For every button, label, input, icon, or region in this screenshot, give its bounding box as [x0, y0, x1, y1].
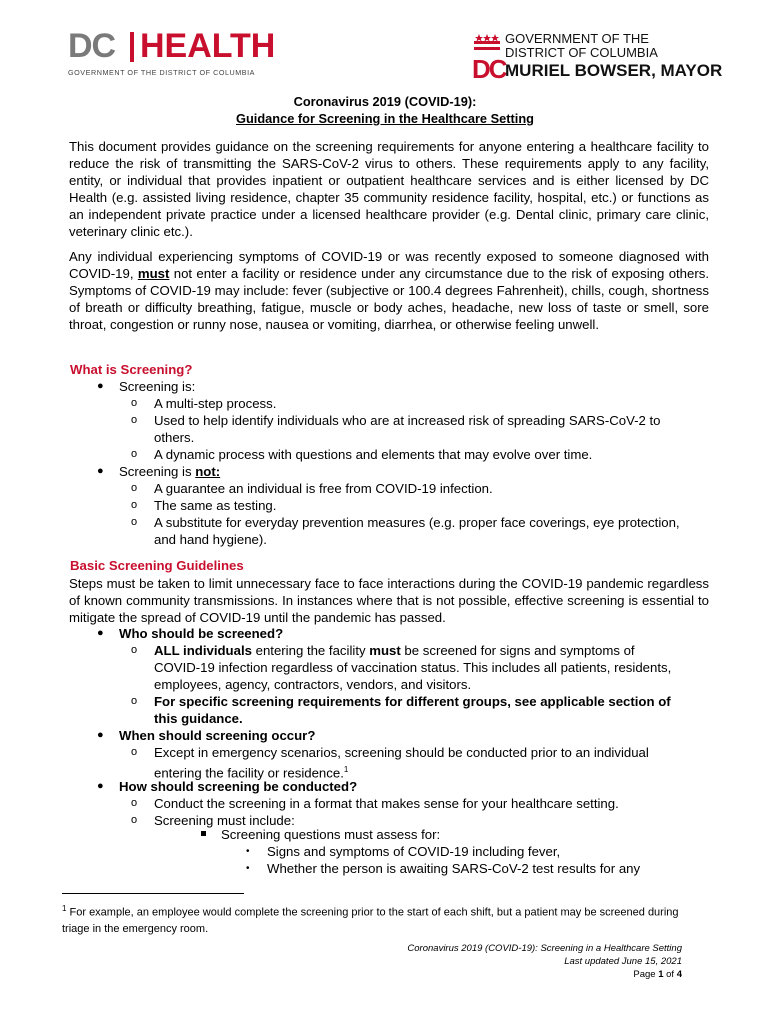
question-how: How should screening be conducted? [119, 779, 358, 794]
screening-is-not-label [119, 463, 220, 480]
screening-is-label: Screening is: [119, 379, 196, 394]
who-answer-line1 [154, 642, 635, 659]
list-item-continuation: and hand hygiene). [154, 532, 267, 547]
dc-logo-subtitle: GOVERNMENT OF THE DISTRICT OF COLUMBIA [68, 68, 256, 77]
footer-document-title: Coronavirus 2019 (COVID-19): Screening in a Healthcare Setting [407, 943, 682, 954]
dc-logo-name: HEALTH [140, 27, 276, 65]
dot-bullet-icon: • [246, 863, 250, 874]
list-item: A substitute for everyday prevention measures (e.g. proper face coverings, eye protection, [154, 515, 680, 530]
must-emphasis: must [137, 266, 170, 281]
circle-bullet-icon: o [131, 797, 138, 809]
document-title: Coronavirus 2019 (COVID-19): [293, 94, 477, 109]
circle-bullet-icon: o [131, 644, 138, 656]
gov-logo-line1: GOVERNMENT OF THE [505, 31, 649, 46]
who-answer-end: be screened for signs and symptoms of [400, 643, 635, 658]
circle-bullet-icon: o [131, 414, 138, 426]
symptoms-text-end: not enter a facility or residence under any circumstance due to the risk of exposing others. Symptoms of COVID-19 may include: fever (subjective or 100.4 degrees Fahrenheit), chills, cough, shortness of breath or difficulty breathing, fatigue, muscle or body aches, headache, new loss of taste or smell, sore throat, congestion or runny nose, nausea or vomiting, diarrhea, or otherwise feeling unwell. [69, 266, 710, 332]
page-prefix: Page [633, 969, 659, 980]
bullet-icon: ● [97, 729, 104, 741]
all-individuals-emphasis: ALL individuals [154, 643, 252, 658]
who-answer-mid: entering the facility [251, 643, 370, 658]
dc-logo-mark: DC [68, 27, 116, 65]
circle-bullet-icon: o [131, 482, 138, 494]
page-of: of [663, 969, 677, 980]
circle-bullet-icon: o [131, 814, 138, 826]
how-answer-format: Conduct the screening in a format that makes sense for your healthcare setting. [154, 796, 619, 811]
list-item: Signs and symptoms of COVID-19 including fever, [267, 844, 561, 859]
square-bullet-icon [201, 831, 206, 836]
list-item: Whether the person is awaiting SARS-CoV-2 test results for any [267, 861, 641, 876]
question-who: Who should be screened? [119, 626, 284, 641]
must-emphasis: must [369, 643, 401, 658]
list-item: Used to help identify individuals who are at increased risk of spreading SARS-CoV-2 to [154, 413, 661, 428]
specific-requirements-line2: this guidance. [154, 711, 243, 726]
list-item: A guarantee an individual is free from COVID-19 infection. [154, 481, 493, 496]
page-current: 1 [658, 969, 664, 980]
intro-paragraph: This document provides guidance on the screening requirements for anyone entering a healthcare facility to reduce the risk of transmitting the SARS-CoV-2 virus to others. These requirements apply to any facility, entity, or individual that provides inpatient or outpatient healthcare services and is either licensed by DC Health (e.g. assisted living residence, chapter 35 community residence facility, hospital, etc.) or functions as an independent private practice under a licensed healthcare provider (e.g. Dental clinic, primary care clinic, veterinary clinic etc.). [69, 139, 709, 239]
list-item-continuation: others. [154, 430, 195, 445]
page-total: 4 [676, 969, 682, 980]
footnote-number: 1 [62, 904, 67, 913]
who-answer-line2: COVID-19 infection regardless of vaccination status. This includes all patients, residents, [154, 660, 672, 675]
how-answer-must-include: Screening must include: [154, 813, 295, 828]
gov-logo-mayor: MURIEL BOWSER, MAYOR [505, 61, 723, 80]
circle-bullet-icon: o [131, 397, 138, 409]
list-item: The same as testing. [154, 498, 277, 513]
document-subtitle: Guidance for Screening in the Healthcare Setting [236, 111, 534, 126]
screening-questions-label: Screening questions must assess for: [221, 827, 441, 842]
footnote-text: For example, an employee would complete the screening prior to the start of each shift, but a patient may be screened during triage in the emergency room. [62, 906, 679, 935]
symptoms-paragraph [69, 248, 709, 333]
bullet-icon: ● [97, 380, 104, 392]
symptoms-text-start: Any individual experiencing symptoms of COVID-19 or was recently exposed to someone diagnosed with COVID-19, [69, 249, 709, 281]
bullet-icon: ● [97, 780, 104, 792]
when-answer-text: entering the facility or residence. [154, 765, 344, 781]
section-heading-what-is-screening: What is Screening? [70, 362, 193, 377]
footer-page-number [633, 968, 682, 981]
footnote-reference[interactable]: 1 [343, 765, 349, 774]
question-when: When should screening occur? [119, 728, 316, 743]
circle-bullet-icon: o [131, 499, 138, 511]
gov-logo-mark: DC [472, 54, 506, 84]
footer-last-updated: Last updated June 15, 2021 [564, 956, 682, 967]
government-logo [472, 30, 723, 84]
bullet-icon: ● [97, 627, 104, 639]
not-emphasis: not: [195, 464, 221, 479]
when-answer-line1: Except in emergency scenarios, screening should be conducted prior to an individual [154, 745, 649, 760]
specific-requirements-line1: For specific screening requirements for different groups, see applicable section of [154, 694, 671, 709]
circle-bullet-icon: o [131, 448, 138, 460]
footnote-divider [62, 893, 244, 894]
dc-health-logo [68, 28, 283, 80]
footnote [62, 901, 702, 937]
section-heading-basic-guidelines: Basic Screening Guidelines [70, 558, 244, 573]
who-answer-line3: employees, agency, contractors, vendors, and visitors. [154, 677, 472, 692]
gov-logo-line2: DISTRICT OF COLUMBIA [505, 45, 658, 60]
circle-bullet-icon: o [131, 695, 138, 707]
screening-is-not-prefix: Screening is [119, 464, 196, 479]
guidelines-intro: Steps must be taken to limit unnecessary face to face interactions during the COVID-19 pandemic regardless of known community transmissions. In instances where that is not possible, effective screening is essential to mitigate the spread of COVID-19 until the pandemic has passed. [69, 576, 709, 625]
dc-logo-divider [130, 32, 134, 62]
circle-bullet-icon: o [131, 516, 138, 528]
dot-bullet-icon: • [246, 846, 250, 857]
circle-bullet-icon: o [131, 746, 138, 758]
list-item: A multi-step process. [154, 396, 277, 411]
list-item: A dynamic process with questions and elements that may evolve over time. [154, 447, 593, 462]
bullet-icon: ● [97, 465, 104, 477]
dc-flag-icon [472, 32, 502, 54]
